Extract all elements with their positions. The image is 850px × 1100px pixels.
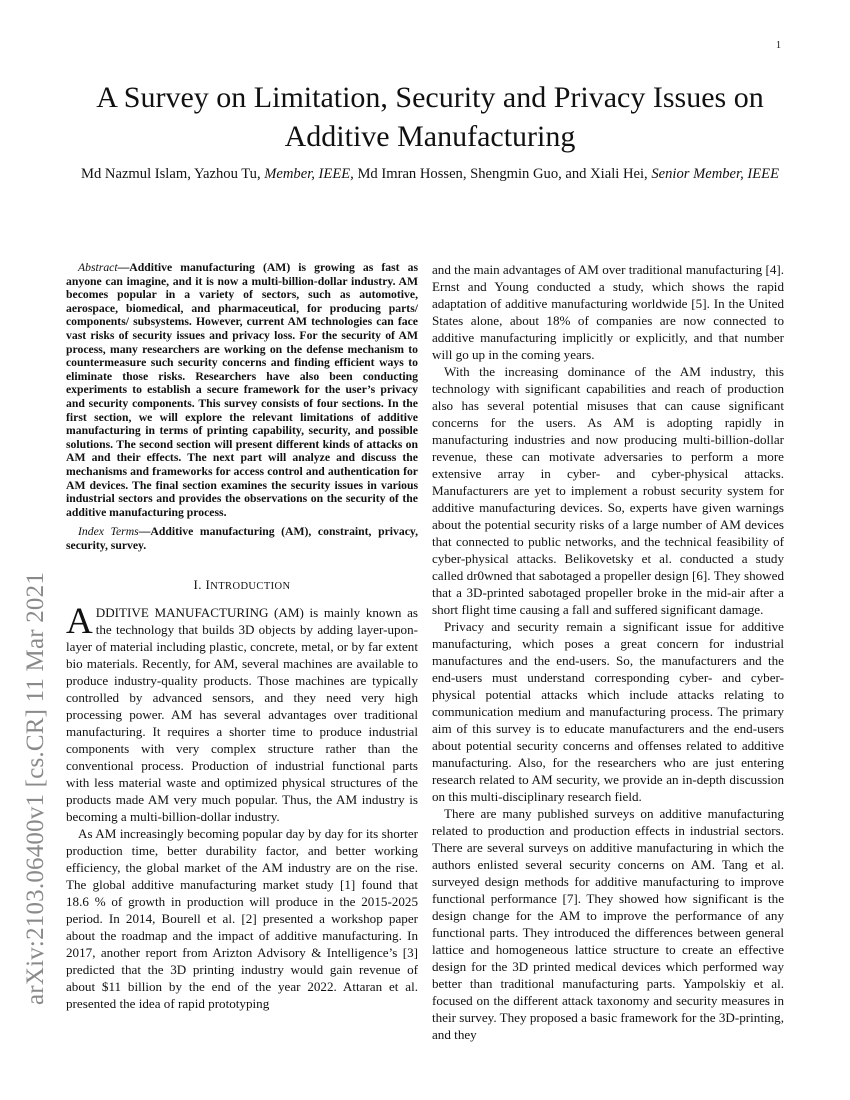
right-column xyxy=(432,261,784,1043)
left-column xyxy=(66,261,418,1012)
abstract xyxy=(66,261,418,519)
drop-cap: A xyxy=(66,601,93,643)
paper-title: A Survey on Limitation, Security and Privacy Issues on Additive Manufacturing xyxy=(96,81,764,153)
intro-paragraph-1 xyxy=(66,601,418,825)
author-affiliation-2: Senior Member, IEEE xyxy=(651,166,779,182)
page-number: 1 xyxy=(776,40,781,51)
index-terms-label: Index Terms xyxy=(78,525,139,539)
section-heading-introduction xyxy=(66,576,418,595)
abstract-text: —Additive manufacturing (AM) is growing as fast as anyone can imagine, and it is now a multi-billion-dollar industry. AM becomes popular in a variety of sectors, such as automotive, aerospace, biomedical, and pharmaceutical, for producing parts/ components/ subsystems. However, current AM technologies can face vast risks of security issues and privacy loss. For the security of AM process, many researchers are working on the defense mechanism to countermeasure such security concerns and finding efficient ways to eliminate those risks. Researchers have also been conducting experiments to establish a secure framework for the user’s privacy and security components. This survey consists of four sections. In the first section, we will explore the relevant limitations of additive manufacturing in terms of printing capability, security, and possible solutions. The second section will present different kinds of attacks on AM and their effects. The next part will analyze and discuss the mechanisms and frameworks for access control and authentication for AM devices. The final section examines the security issues in various industrial sectors and provides the observations on the security of the additive manufacturing process. xyxy=(66,261,418,519)
intro-paragraph-3: and the main advantages of AM over traditional manufacturing [4]. Ernst and Young conducted a study, which shows the rapid adaptation of additive manufacturing worldwide [5]. In the United States alone, about 18% of companies are now connected to additive manufacturing implicitly or explicitly, and that number will go up in the coming years. xyxy=(432,262,784,362)
intro-paragraph-2: As AM increasingly becoming popular day by day for its shorter production time, better durability factor, and better working efficiency, the global market of the AM industry are on the rise. The global additive manufacturing market study [1] found that 18.6 % of growth in production will produce in the 2015-2025 period. In 2014, Bourell et al. [2] presented a workshop paper about the roadmap and the impact of additive manufacturing. In 2017, another report from Arizton Advisory & Intelligence’s [3] predicted that the 3D printing industry would gain revenue of about $11 billion by the end of the year 2022. Attaran et al. presented the idea of rapid prototyping xyxy=(66,826,418,1012)
section-heading-prefix: I. I xyxy=(193,577,211,593)
abstract-label: Abstract xyxy=(78,261,118,274)
author-list xyxy=(70,164,790,184)
arxiv-identifier: arXiv:2103.06400v1 [cs.CR] 11 Mar 2021 xyxy=(22,571,49,1005)
intro-paragraph-1-text: DDITIVE MANUFACTURING (AM) is mainly known as the technology that builds 3D objects by adding layer-upon-layer of material including plastic, concrete, metal, or by far extent bio materials. Recently, for AM, several machines are available to produce industry-quality products. Those machines are typically controlled by advanced sensors, and they need very high processing power. AM has several advantages over traditional manufacturing. It requires a shorter time to produce industrial components with very complex structure rather than the conventional process. Production of industrial functional parts with less material waste and optimized physical structures of the products made AM very much popular. Thus, the AM industry is becoming a multi-billion-dollar industry. xyxy=(66,605,418,825)
intro-paragraph-6: There are many published surveys on additive manufacturing related to production and production effects in industrial sectors. There are several surveys on additive manufacturing in which the authors enlisted several security concerns on AM. Tang et al. surveyed design methods for additive manufacturing to improve functional performance [7]. They showed how significant is the design change for the AM to improve the performance of any functional parts. They introduced the differences between general lattice and homogeneous lattice structure to create an effective design for the 3D printed medical devices which performed way better than traditional manufacturing parts. Yampolskiy et al. focused on the different attack taxonomy and security measures in their survey. They proposed a basic framework for the 3D-printing, and they xyxy=(432,806,784,1042)
author-names-1: Md Nazmul Islam, Yazhou Tu, xyxy=(81,166,265,182)
intro-paragraph-5: Privacy and security remain a significant issue for additive manufacturing, which poses a great concern for industrial manufactures and the end-users. So, the manufacturers and the end-users must understand corresponding cyber- and cyber-physical potential attacks which include attacks relating to communication medium and manufacturing process. The primary aim of this survey is to educate manufacturers and the end-users about potential security concerns and offenses related to additive manufacturing. Also, for the researchers who are just entering research related to AM security, we provide an in-depth discussion on this multi-disciplinary research field. xyxy=(432,619,784,804)
author-names-2: Md Imran Hossen, Shengmin Guo, and Xiali Hei, xyxy=(353,166,652,182)
index-terms-text: —Additive manufacturing (AM), constraint, privacy, security, survey. xyxy=(66,525,419,552)
intro-paragraph-4: With the increasing dominance of the AM industry, this technology with significant capabilities and reach of production also has several potential misuses that can cause significant concerns for the users. As AM is adopting rapidly in manufacturing industries and now producing multi-billion-dollar revenue, these can motivate adversaries to perform a more extensive array in cyber- and cyber-physical attacks. Manufacturers are yet to implement a robust security system for additive manufacturing devices. So, experts have given warnings about the potential security risks of a large number of AM devices that connected to public networks, and the technical feasibility of cyber-physical attacks. Belikovetsky et al. conducted a study called dr0wned that sabotaged a propeller design [6]. They showed that a 3D-printed sabotaged propeller broke in the mid-air after a short flight time causing a fall and suffered significant damage. xyxy=(432,364,784,617)
section-heading-rest: NTRODUCTION xyxy=(210,581,291,593)
index-terms xyxy=(66,525,418,552)
author-affiliation-1: Member, IEEE, xyxy=(264,166,354,182)
